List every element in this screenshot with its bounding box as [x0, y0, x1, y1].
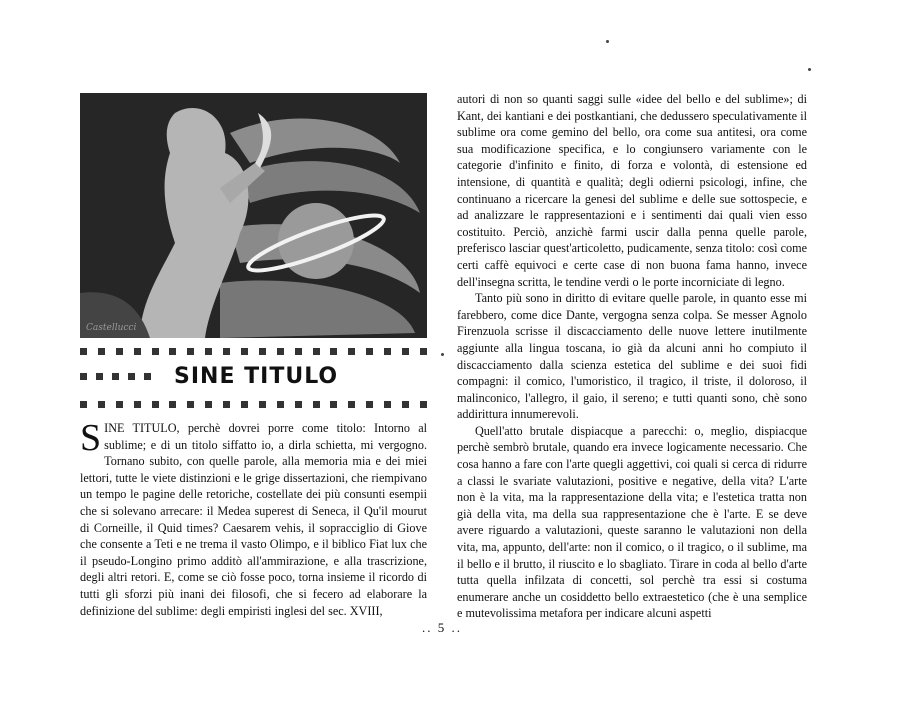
- title-row: [80, 362, 427, 390]
- opening-paragraph: [80, 417, 427, 619]
- right-column: [457, 91, 807, 622]
- paper-speck: [441, 353, 444, 356]
- decorative-dots-top: [80, 347, 427, 355]
- article-title: SINE TITULO: [174, 363, 339, 389]
- artist-signature: Castellucci: [86, 323, 137, 333]
- paragraph-3: Quell'atto brutale dispiacque a parecchi: o, meglio, dispiacque perchè sembrò brutale, quando era invece logicamente necessario. Che cosa hanno a fare con l'arte quegli aggettivi, coi quali si cerca di ridurre a classi le svariate valutazioni, positive e negative, della vita? L'arte non è la vita, ma la rappresentazione della vita; e l'estetica tratta non già della vita, ma della sua rappresentazione che è l'arte. E se deve avere riguardo a valutazioni, queste saranno le valutazioni non della vita, ma, appunto, dell'arte: non il comico, o il tragico, o il sublime, ma il bello e il brutto, il riuscito e lo sbagliato. Tirare in coda al bello d'arte tutta quella infilzata di concetti, sol perchè tra essi si costuma enumerare anche un cosiddetto bello extraestetico (che è una semplice e mutevolissima metafora per indicare alcuni aspetti: [457, 423, 807, 621]
- left-column: [80, 417, 427, 619]
- allegory-drawing: [80, 93, 427, 338]
- paragraph-1: autori di non so quanti saggi sulle «idee del bello e del sublime»; di Kant, dei kantiani e dei postkantiani, che dedussero speculativamente il sublime ora come gemino del bello, ora come sua antitesi, ora come sua modificazione specifica, e lo congiunsero variamente con le categorie d'infinito e finito, di forza e volontà, di estensione ed intensione, di quantità e qualità; degli odierni psicologi, infine, che continuano a ricercare la genesi del sublime e delle sue sottospecie, e ad analizzare le rappresentazioni e i sentimenti dai quali vien esso costituito. Perciò, anzichè farmi uscir dalla penna quelle parole, preferisco lasciar quest'articoletto, pudicamente, senza titolo: così come certi caffè equivoci e certe case di non buona fama hanno, invece dell'insegna scritta, le tendine verdi o le porte incorniciate di legno.: [457, 92, 807, 289]
- paragraph-2: Tanto più sono in diritto di evitare quelle parole, in quanto esse mi farebbero, come dice Dante, vergogna senza colpa. Se messer Agnolo Firenzuola scrisse il discacciamento delle nuove lettere inutilmente aggiunte alla lingua toscana, io già da alcuni anni ho compiuto il discacciamento dalla scienza estetica del sublime e dei suoi fidi compagni: il comico, l'umoristico, il tragico, il triste, il doloroso, il malinconico, l'allegro, il gaio, il sereno; e tutti quanti sono, chè sono addirittura innumerevoli.: [457, 291, 807, 422]
- paper-speck: [808, 68, 811, 71]
- page-number-value: 5: [437, 620, 447, 635]
- saturn-illustration: [80, 93, 427, 338]
- drop-cap: S: [80, 417, 102, 459]
- page-number: .. 5 ..: [422, 620, 462, 635]
- decorative-dots-bottom: [80, 400, 427, 408]
- paper-speck: [606, 40, 609, 43]
- opening-text: INE TITULO, perchè dovrei porre come titolo: Intorno al sublime; e di un titolo siffatto io, a dirla schietta, mi vergogno. Tornano subito, con quelle parole, alla memoria mia e dei miei lettori, tutte le viete distinzioni e le grige dissertazioni, che riempivano un tempo le pagine delle retoriche, costellate dei più consunti esempii che si solevano arrecare: il Medea superest di Seneca, il Qu'il mourut di Corneille, il Quid times? Caesarem vehis, il sopracciglio di Giove che consente a Teti e ne trema il vasto Olimpo, e il biblico Fiat lux che il pseudo-Longino primo additò all'ammirazione, e alla trascrizione, degli altri retori. E, come se ciò fosse poco, torna insieme il ricordo di tutti gli sforzi più inani dei filosofi, che si fecero ad elaborare la definizione del sublime: degli empiristi inglesi del sec. XVIII,: [80, 421, 427, 618]
